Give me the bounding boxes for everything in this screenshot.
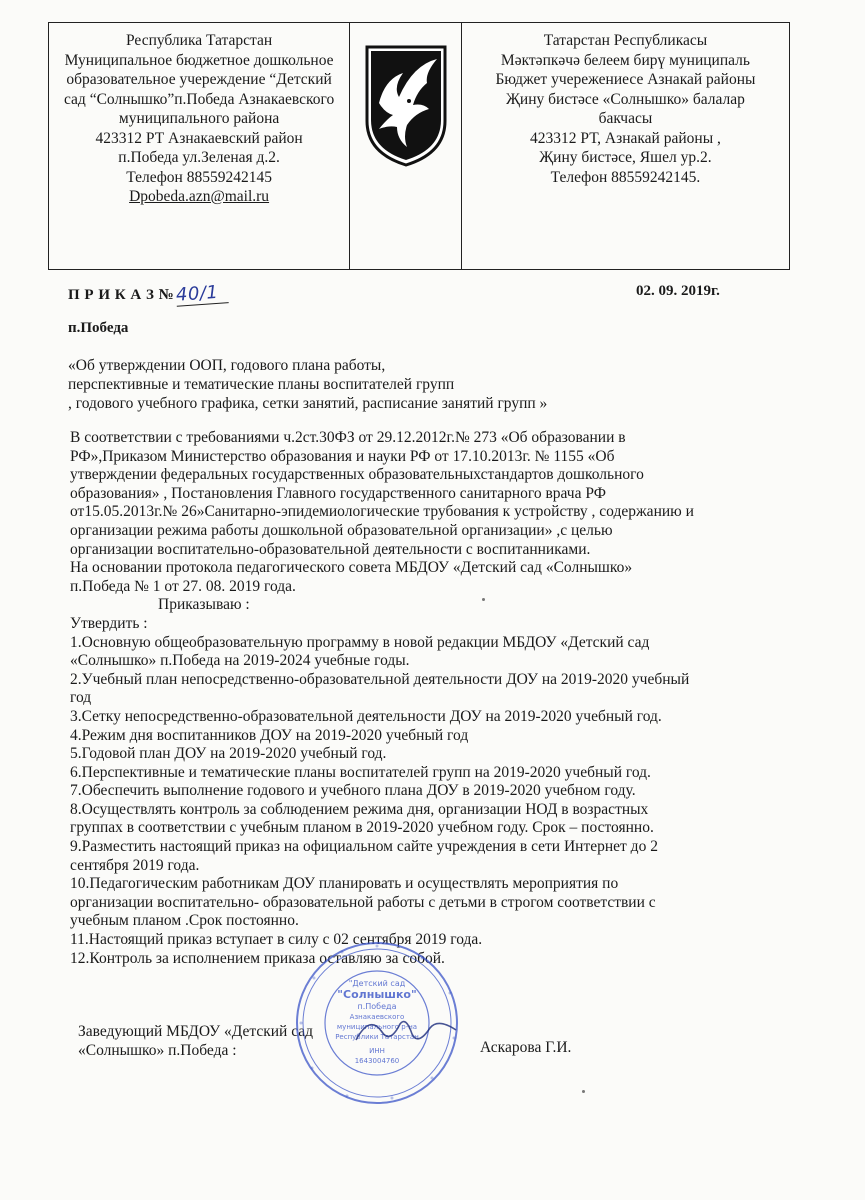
body-line: утверждении федеральных государственных образовательныхстандартов дошкольного [70,466,644,484]
body-line: организации воспитательно-образовательной деятельности с воспитанниками. [70,540,591,558]
order-number-handwritten: 40/1 [175,281,228,307]
item-line: 6.Перспективные и тематические планы воспитателей групп на 2019-2020 учебный год. [70,763,651,781]
header-left-line: образовательное учереждение “Детский [66,71,332,88]
body-line: п.Победа № 1 от 27. 08. 2019 года. [70,577,296,595]
stamp-text: п.Победа [357,1002,397,1011]
signature-position-line: «Солнышко» п.Победа : [78,1042,237,1059]
stamp-text: "Солнышко" [337,988,417,1001]
item-line: 5.Годовой план ДОУ на 2019-2020 учебный год. [70,745,387,763]
header-emblem-cell [350,23,462,269]
order-body [70,429,790,968]
order-title-label: П Р И К А З № [68,287,175,303]
eagle-emblem-icon [363,43,449,169]
order-date: 02. 09. 2019г. [636,283,720,299]
header-left-line: Телефон 88559242145 [126,168,272,186]
item-line: 9.Разместить настоящий приказ на официальном сайте учреждения в сети Интернет до 2 [70,838,658,856]
paper-speck [482,598,485,601]
item-line: 3.Сетку непосредственно-образовательной деятельности ДОУ на 2019-2020 учебный год. [70,707,662,725]
header-left-line: п.Победа ул.Зеленая д.2. [118,149,280,166]
stamp-text: ИНН [369,1047,385,1055]
body-line: образования» , Постановления Главного государственного санитарного врача РФ [70,484,606,502]
decree-word: Приказываю : [158,596,250,614]
header-right-line: Җину бистәсе «Солнышко» балалар [506,90,745,108]
header-right-line: бакчасы [598,110,653,127]
item-line: 11.Настоящий приказ вступает в силу с 02 сентября 2019 года. [70,931,483,949]
item-line: 4.Режим дня воспитанников ДОУ на 2019-2020 учебный год [70,726,469,744]
item-line: группах в соответствии с учебным планом в 2019-2020 учебном году. Срок – постоянно. [70,819,654,837]
header-left-russian [49,23,350,269]
header-table [48,22,790,270]
subject-line: , годового учебного графика, сетки занятий, расписание занятий групп » [68,395,548,412]
header-right-line: 423312 РТ, Азнакай районы , [530,129,721,147]
handwritten-signature [349,1010,462,1055]
header-right-line: Телефон 88559242145. [550,168,701,186]
item-line: учебным планом .Срок постоянно. [70,912,299,930]
header-left-line: муниципального района [118,110,280,127]
stamp-text: "Детский сад [348,979,406,988]
item-line: 7.Обеспечить выполнение годового и учебного плана ДОУ в 2019-2020 учебном году. [70,782,636,800]
item-line: 2.Учебный план непосредственно-образовательной деятельности ДОУ на 2019-2020 учебный [70,670,690,688]
email-link[interactable]: Dpobeda.azn@mail.ru [129,188,270,205]
body-line: организации режима работы дошкольной образовательной организации» ,с целью [70,521,613,539]
item-line: 8.Осуществлять контроль за соблюдением режима дня, организации НОД в возрастных [70,800,649,818]
body-line: РФ»,Приказом Министерство образования и науки РФ от 17.10.2013г. № 1155 «Об [70,447,615,465]
signer-name: Аскарова Г.И. [480,1039,572,1056]
stamp-text: муниципального р-на [336,1023,418,1031]
header-right-line: Җину бистәсе, Яшел ур.2. [539,149,712,166]
header-left-line: Республика Татарстан [126,32,273,49]
header-left-line: сад “Солнышко”п.Победа Азнакаевского [63,90,335,108]
header-right-line: Мәктәпкәчә белеем бирү муниципаль [500,51,750,69]
item-line: 1.Основную общеобразовательную программу в новой редакции МБДОУ «Детский сад [70,633,650,651]
signature-position-line: Заведующий МБДОУ «Детский сад [78,1023,314,1040]
body-line: На основании протокола педагогического совета МБДОУ «Детский сад «Солнышко» [70,559,633,577]
body-line: В соответствии с требованиями ч.2ст.30ФЗ от 29.12.2012г.№ 273 «Об образовании в [70,429,626,446]
header-right-line: Бюджет учережениесе Азнакай районы [495,71,756,88]
order-subject [68,356,547,413]
signature-position [78,1022,313,1060]
header-left-line: Муниципальное бюджетное дошкольное [64,51,334,69]
item-line: 12.Контроль за исполнением приказа оставляю за собой. [70,949,445,967]
stamp-text: 1643004760 [354,1057,400,1065]
item-line: 10.Педагогическим работникам ДОУ планировать и осуществлять мероприятия по [70,875,619,893]
paper-speck [582,1090,585,1093]
signature-scribble-icon [349,1010,462,1050]
subject-line: перспективные и тематические планы воспитателей групп [68,376,455,393]
order-place: п.Победа [68,320,129,336]
item-line: «Солнышко» п.Победа на 2019-2024 учебные годы. [70,652,410,670]
subject-line: «Об утверждении ООП, годового плана работы, [68,357,386,374]
header-right-tatar [462,23,789,269]
item-line: сентября 2019 года. [70,856,200,874]
stamp-text: Азнакаевского [349,1013,405,1021]
body-line: от15.05.2013г.№ 26»Санитарно-эпидемиологические трубования к устройству , содержанию и [70,503,694,521]
item-line: год [70,689,92,707]
stamp-text: Республики Татарстан [335,1033,419,1041]
header-left-line: 423312 РТ Азнакаевский район [95,129,303,147]
order-title [68,283,228,305]
approve-word: Утвердить : [70,614,148,632]
item-line: организации воспитательно- образовательной работы с детьми в строгом соответствии с [70,893,656,911]
header-right-line: Татарстан Республикасы [543,32,708,49]
